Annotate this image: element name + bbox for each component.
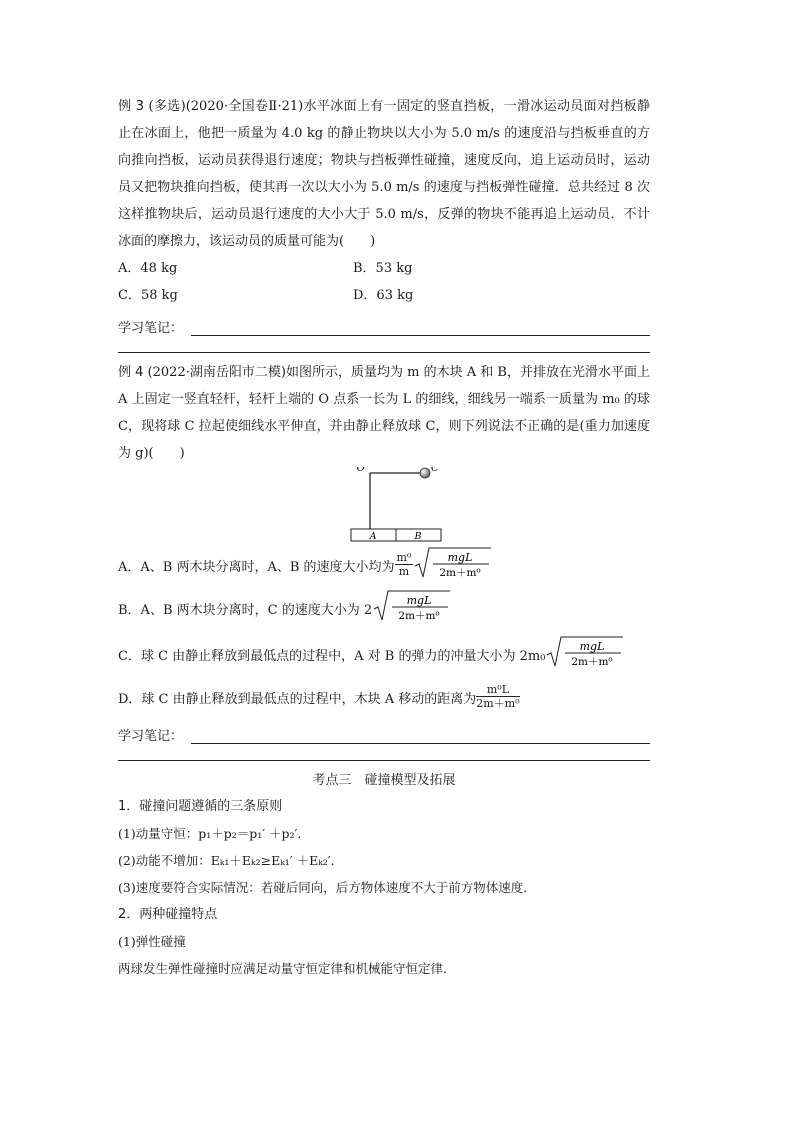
label-b: B	[414, 531, 422, 542]
label-o: O	[356, 467, 365, 474]
choice-a	[118, 545, 650, 585]
svg-text:2m＋m⁰: 2m＋m⁰	[439, 567, 482, 579]
choice-b	[118, 585, 650, 631]
example-3-text: (多选)(2020·全国卷Ⅱ·21)水平冰面上有一固定的竖直挡板，一滑冰运动员面对挡板静止在冰面上，他把一质量为 4.0 kg 的静止物块以大小为 5.0 m/s 的速度沿与挡板垂直的方向推向挡板，运动员获得退行速度；物块与挡板弹性碰撞，速度反向，追上运动员时，运动员又把物块推向挡板，使其再一次以大小为 5.0 m/s 的速度与挡板弹性碰撞．总共经过 8 次这样推物块后，运动员退行速度的大小大于 5.0 m/s，反弹的物块不能再追上运动员．不计冰面的摩擦力，该运动员的质量可能为( )	[118, 99, 650, 249]
sqrt-expression	[372, 589, 452, 627]
choice-a-text: A．A、B 两木块分离时，A、B 的速度大小均为	[118, 559, 395, 575]
choice-d	[118, 677, 650, 717]
example-3-label: 例 3	[118, 99, 145, 114]
notes-line	[191, 317, 650, 336]
option-b: B．53 kg	[353, 261, 413, 276]
frac-num: m⁰	[396, 551, 412, 564]
subheading-1: 1．碰撞问题遵循的三条原则	[118, 799, 283, 814]
svg-text:2m＋m⁰: 2m＋m⁰	[571, 656, 614, 668]
subheading-2: 2．两种碰撞特点	[118, 907, 218, 922]
sqrt-symbol	[372, 589, 452, 623]
sqrt-expression	[545, 635, 625, 673]
choice-d-fraction	[476, 684, 519, 710]
study-notes-label: 学习笔记：	[118, 321, 184, 336]
study-notes-label: 学习笔记：	[118, 729, 184, 744]
option-c: C．58 kg	[118, 288, 178, 303]
subheading-2-1: (1)弹性碰撞	[118, 934, 186, 949]
frac-den: m	[398, 565, 410, 578]
ball-c	[420, 468, 430, 478]
notes-line	[191, 725, 650, 744]
sqrt-symbol	[545, 635, 625, 669]
principle-2: (2)动能不增加：Eₖ₁＋Eₖ₂≥Eₖ₁′ ＋Eₖ₂′．	[118, 853, 344, 868]
option-a: A．48 kg	[118, 261, 178, 276]
choice-a-fraction	[395, 552, 414, 578]
notes-line-full	[118, 352, 650, 353]
principle-3: (3)速度要符合实际情况：若碰后同向，后方物体速度不大于前方物体速度．	[118, 880, 536, 895]
sqrt-symbol	[413, 546, 493, 580]
document-page	[118, 93, 650, 982]
example-3-question	[118, 93, 650, 255]
example-3-options-row-1	[118, 255, 650, 282]
study-notes-2	[118, 717, 650, 744]
choice-d-text: D．球 C 由静止释放到最低点的过程中，木块 A 移动的距离为	[118, 691, 477, 707]
elastic-collision-text: 两球发生弹性碰撞时应满足动量守恒定律和机械能守恒定律．	[118, 961, 456, 976]
example-4-question	[118, 359, 650, 467]
label-c: C	[431, 467, 439, 474]
frac-num: m⁰L	[476, 684, 519, 697]
sqrt-expression	[413, 546, 493, 584]
option-d: D．63 kg	[353, 288, 414, 303]
study-notes-1	[118, 309, 650, 336]
example-4-text: (2022·湖南岳阳市二模)如图所示，质量均为 m 的木块 A 和 B，并排放在光滑水平面上 A 上固定一竖直轻杆，轻杆上端的 O 点系一长为 L 的细线，细线另一端系一质量为 m₀ 的球 C，现将球 C 拉起使细线水平伸直，并由静止释放球 C，则下列说法不正确的是(重力加速度为 g)( )	[118, 365, 650, 461]
principle-1: (1)动量守恒：p₁＋p₂＝p₁′ ＋p₂′．	[118, 826, 310, 841]
example-4-label: 例 4	[118, 365, 144, 380]
label-a: A	[369, 531, 377, 542]
example-3-options-row-2	[118, 282, 650, 309]
svg-text:mgL: mgL	[448, 551, 473, 564]
frac-den: 2m＋m⁰	[476, 697, 520, 710]
choice-c	[118, 631, 650, 677]
svg-text:mgL: mgL	[580, 640, 605, 653]
choice-b-text: B．A、B 两木块分离时，C 的速度大小为 2	[118, 602, 373, 618]
svg-text:2m＋m⁰: 2m＋m⁰	[398, 610, 440, 622]
choice-c-text: C．球 C 由静止释放到最低点的过程中，A 对 B 的弹力的冲量大小为 2m₀	[118, 648, 546, 664]
notes-line-full	[118, 760, 650, 761]
svg-text:mgL: mgL	[406, 594, 432, 607]
section-heading: 考点三 碰撞模型及拓展	[312, 773, 456, 788]
